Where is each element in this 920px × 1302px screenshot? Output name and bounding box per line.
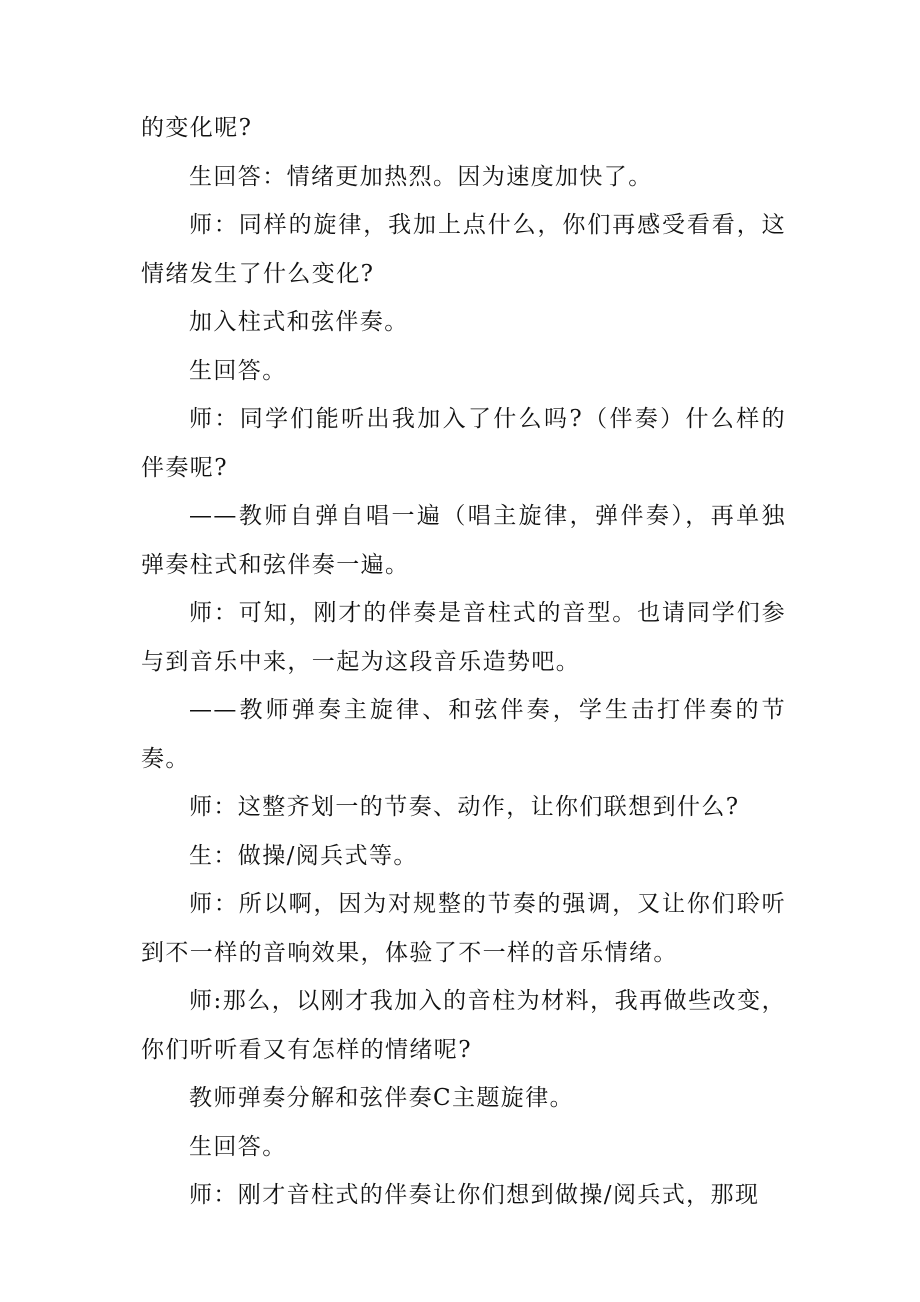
paragraph-student-answer-3: 生：做操/阅兵式等。 <box>189 842 418 869</box>
paragraph-teacher-question-3: 师：这整齐划一的节奏、动作，让你们联想到什么? <box>189 794 740 820</box>
paragraph-stage-note-4: 教师弹奏分解和弦伴奏C主题旋律。 <box>189 1085 574 1111</box>
paragraph-teacher-statement-3: 师：刚才音柱式的伴奏让你们想到做操/阅兵式，那现 <box>189 1182 760 1208</box>
paragraph-stage-note-1: 加入柱式和弦伴奏。 <box>189 309 409 335</box>
paragraph-student-answer-2: 生回答。 <box>189 357 287 384</box>
paragraph-teacher-question-2: 师：同学们能听出我加入了什么吗?（伴奏）什么样的伴奏呢? <box>141 406 786 481</box>
paragraph-teacher-statement-1: 师：可知，刚才的伴奏是音柱式的音型。也请同学们参与到音乐中来，一起为这段音乐造势吧。 <box>141 600 786 675</box>
document-body <box>141 104 786 1220</box>
paragraph-teacher-question-1: 师：同样的旋律，我加上点什么，你们再感受看看，这情绪发生了什么变化? <box>141 212 786 287</box>
paragraph-continuation: 的变化呢? <box>141 115 253 141</box>
paragraph-stage-note-2: ——教师自弹自唱一遍（唱主旋律，弹伴奏），再单独弹奏柱式和弦伴奏一遍。 <box>141 503 786 578</box>
paragraph-stage-note-3: ——教师弹奏主旋律、和弦伴奏，学生击打伴奏的节奏。 <box>141 697 786 772</box>
paragraph-teacher-statement-2: 师：所以啊，因为对规整的节奏的强调，又让你们聆听到不一样的音响效果，体验了不一样的音乐情绪。 <box>141 891 786 966</box>
paragraph-student-answer-4: 生回答。 <box>189 1133 287 1160</box>
paragraph-teacher-question-4: 师:那么，以刚才我加入的音柱为材料，我再做些改变，你们听听看又有怎样的情绪呢? <box>141 988 786 1063</box>
paragraph-student-answer-1: 生回答：情绪更加热烈。因为速度加快了。 <box>189 163 653 190</box>
